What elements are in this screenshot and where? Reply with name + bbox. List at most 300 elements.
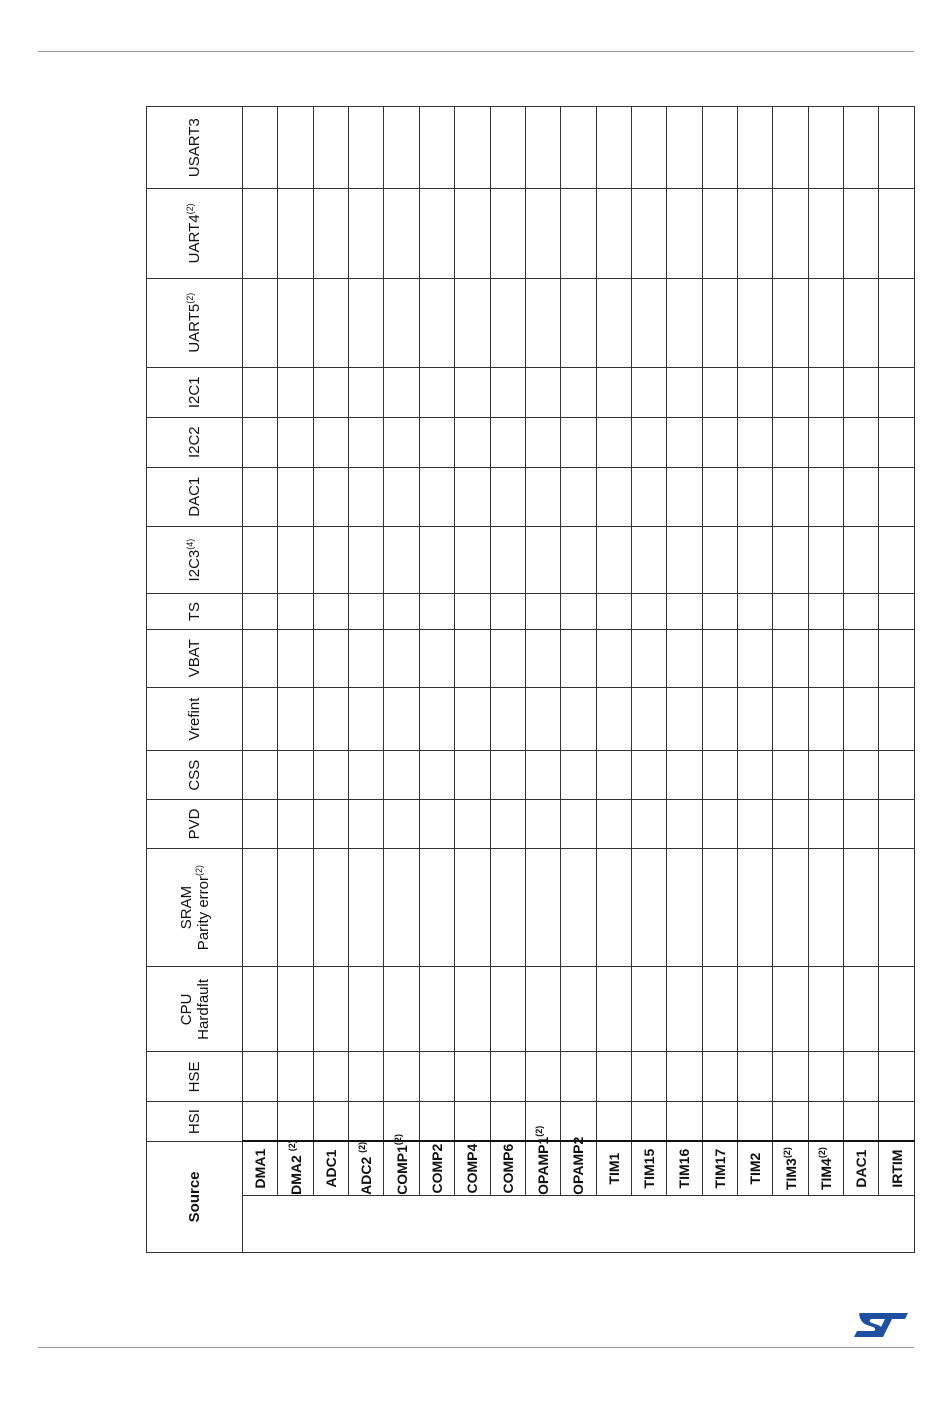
matrix-cell bbox=[738, 848, 773, 966]
matrix-cell bbox=[667, 800, 702, 849]
matrix-cell bbox=[278, 467, 313, 526]
destination-row-header bbox=[243, 1141, 278, 1195]
label-text: TS bbox=[186, 601, 203, 622]
matrix-cell bbox=[384, 800, 419, 849]
matrix-cell bbox=[879, 751, 914, 800]
matrix-cell bbox=[702, 417, 737, 467]
table-row bbox=[667, 107, 702, 1253]
matrix-cell bbox=[773, 848, 808, 966]
matrix-cell bbox=[738, 800, 773, 849]
matrix-cell bbox=[844, 417, 879, 467]
matrix-cell bbox=[879, 278, 914, 367]
matrix-cell bbox=[879, 467, 914, 526]
label-text: ADC2 bbox=[358, 1152, 375, 1195]
matrix-cell bbox=[808, 278, 843, 367]
label-text: COMP6 bbox=[499, 1143, 516, 1194]
matrix-cell bbox=[313, 417, 348, 467]
matrix-cell bbox=[525, 467, 560, 526]
matrix-cell bbox=[596, 687, 631, 750]
matrix-cell bbox=[773, 751, 808, 800]
matrix-cell bbox=[702, 594, 737, 629]
matrix-cell bbox=[667, 1102, 702, 1141]
matrix-cell bbox=[490, 417, 525, 467]
matrix-cell bbox=[844, 367, 879, 417]
matrix-cell bbox=[490, 1102, 525, 1141]
matrix-cell bbox=[738, 526, 773, 594]
label-text: HSE bbox=[186, 1061, 203, 1093]
matrix-cell bbox=[596, 1102, 631, 1141]
label-text: TIM2 bbox=[747, 1152, 764, 1185]
matrix-cell bbox=[844, 1052, 879, 1102]
matrix-cell bbox=[667, 594, 702, 629]
matrix-cell bbox=[419, 367, 454, 417]
matrix-cell bbox=[490, 800, 525, 849]
matrix-cell bbox=[738, 751, 773, 800]
matrix-cell bbox=[490, 594, 525, 629]
matrix-cell bbox=[278, 967, 313, 1052]
matrix-cell bbox=[455, 687, 490, 750]
matrix-cell bbox=[313, 751, 348, 800]
matrix-cell bbox=[808, 687, 843, 750]
source-header: Source bbox=[147, 1141, 243, 1252]
source-column-header bbox=[147, 967, 243, 1052]
matrix-cell bbox=[490, 967, 525, 1052]
matrix-cell bbox=[844, 278, 879, 367]
matrix-cell bbox=[773, 526, 808, 594]
matrix-cell bbox=[738, 629, 773, 687]
source-column-header bbox=[147, 189, 243, 278]
table-row bbox=[490, 107, 525, 1253]
matrix-cell bbox=[349, 800, 384, 849]
matrix-cell bbox=[384, 594, 419, 629]
source-column-header bbox=[147, 800, 243, 849]
matrix-cell bbox=[525, 189, 560, 278]
matrix-cell bbox=[844, 967, 879, 1052]
matrix-cell bbox=[455, 751, 490, 800]
matrix-cell bbox=[455, 967, 490, 1052]
matrix-cell bbox=[773, 189, 808, 278]
matrix-cell bbox=[561, 417, 596, 467]
matrix-cell bbox=[702, 751, 737, 800]
matrix-cell bbox=[596, 367, 631, 417]
matrix-cell bbox=[525, 417, 560, 467]
matrix-cell bbox=[419, 687, 454, 750]
matrix-cell bbox=[561, 967, 596, 1052]
matrix-cell bbox=[667, 417, 702, 467]
matrix-cell bbox=[278, 594, 313, 629]
label-text: DAC1 bbox=[186, 476, 203, 517]
matrix-cell bbox=[455, 189, 490, 278]
matrix-cell bbox=[349, 594, 384, 629]
matrix-cell bbox=[561, 848, 596, 966]
matrix-cell bbox=[667, 1052, 702, 1102]
table-row bbox=[631, 107, 666, 1253]
matrix-cell bbox=[631, 800, 666, 849]
matrix-cell bbox=[455, 417, 490, 467]
source-column-header bbox=[147, 629, 243, 687]
matrix-cell bbox=[278, 1052, 313, 1102]
interconnect-table bbox=[146, 106, 915, 1253]
matrix-cell bbox=[313, 107, 348, 189]
matrix-cell bbox=[561, 1052, 596, 1102]
matrix-cell bbox=[490, 367, 525, 417]
matrix-cell bbox=[773, 800, 808, 849]
matrix-cell bbox=[808, 467, 843, 526]
table-row bbox=[419, 107, 454, 1253]
matrix-cell bbox=[278, 1102, 313, 1141]
label-text: I2C1 bbox=[186, 376, 203, 409]
matrix-cell bbox=[844, 751, 879, 800]
label-text: VBAT bbox=[186, 639, 203, 678]
destination-row-header bbox=[384, 1134, 419, 1195]
matrix-cell bbox=[773, 367, 808, 417]
matrix-cell bbox=[702, 848, 737, 966]
matrix-cell bbox=[419, 967, 454, 1052]
matrix-cell bbox=[349, 751, 384, 800]
label-text: I2C3 bbox=[186, 549, 203, 582]
matrix-cell bbox=[738, 1102, 773, 1141]
matrix-cell bbox=[596, 800, 631, 849]
matrix-cell bbox=[773, 467, 808, 526]
matrix-cell bbox=[667, 526, 702, 594]
matrix-cell bbox=[631, 189, 666, 278]
matrix-cell bbox=[490, 526, 525, 594]
matrix-cell bbox=[349, 687, 384, 750]
matrix-cell bbox=[313, 687, 348, 750]
matrix-cell bbox=[773, 629, 808, 687]
matrix-cell bbox=[278, 417, 313, 467]
matrix-cell bbox=[561, 278, 596, 367]
source-column-header bbox=[147, 687, 243, 750]
matrix-cell bbox=[702, 800, 737, 849]
table-row bbox=[738, 107, 773, 1253]
table-row bbox=[561, 107, 596, 1253]
matrix-cell bbox=[419, 467, 454, 526]
label-text-line2: Parity error bbox=[194, 876, 212, 951]
label-text: CSS bbox=[186, 759, 203, 791]
matrix-cell bbox=[561, 107, 596, 189]
matrix-cell bbox=[384, 467, 419, 526]
matrix-cell bbox=[808, 848, 843, 966]
matrix-cell bbox=[525, 107, 560, 189]
matrix-cell bbox=[419, 751, 454, 800]
matrix-cell bbox=[455, 848, 490, 966]
label-text: COMP4 bbox=[464, 1143, 481, 1194]
matrix-cell bbox=[384, 629, 419, 687]
matrix-cell bbox=[419, 800, 454, 849]
matrix-cell bbox=[243, 751, 278, 800]
matrix-cell bbox=[419, 417, 454, 467]
matrix-cell bbox=[490, 467, 525, 526]
table-row bbox=[313, 107, 348, 1253]
st-logo-icon bbox=[852, 1309, 910, 1339]
source-column-header bbox=[147, 848, 243, 966]
matrix-cell bbox=[879, 1102, 914, 1141]
matrix-cell bbox=[631, 594, 666, 629]
matrix-cell bbox=[349, 467, 384, 526]
matrix-cell bbox=[278, 751, 313, 800]
matrix-cell bbox=[313, 189, 348, 278]
matrix-cell bbox=[738, 107, 773, 189]
matrix-cell bbox=[844, 1102, 879, 1141]
matrix-cell bbox=[773, 1052, 808, 1102]
matrix-cell bbox=[313, 967, 348, 1052]
label-text: HSI bbox=[186, 1109, 203, 1135]
interconnect-matrix bbox=[146, 106, 914, 1253]
matrix-cell bbox=[384, 848, 419, 966]
matrix-cell bbox=[596, 467, 631, 526]
matrix-cell bbox=[596, 189, 631, 278]
label-text: OPAMP2 bbox=[570, 1136, 587, 1195]
header-rule bbox=[38, 51, 914, 52]
matrix-cell bbox=[278, 629, 313, 687]
matrix-cell bbox=[738, 1052, 773, 1102]
table-row bbox=[243, 107, 278, 1253]
destination-row-header bbox=[702, 1141, 737, 1195]
matrix-cell bbox=[596, 526, 631, 594]
matrix-cell bbox=[631, 751, 666, 800]
footnote-ref: (2) bbox=[286, 1140, 297, 1152]
matrix-cell bbox=[808, 367, 843, 417]
matrix-cell bbox=[561, 629, 596, 687]
matrix-cell bbox=[667, 848, 702, 966]
matrix-cell bbox=[313, 1102, 348, 1141]
table-row bbox=[525, 107, 560, 1253]
matrix-cell bbox=[702, 278, 737, 367]
footnote-ref: (2) bbox=[816, 1147, 827, 1159]
label-text: SRAM bbox=[177, 885, 195, 930]
label-text: CPU bbox=[177, 993, 195, 1026]
destination-row-header bbox=[525, 1125, 560, 1195]
matrix-cell bbox=[702, 467, 737, 526]
label-text: DAC1 bbox=[853, 1149, 870, 1188]
matrix-cell bbox=[349, 526, 384, 594]
table-row bbox=[384, 107, 419, 1253]
footnote-ref: (2) bbox=[357, 1141, 368, 1153]
matrix-cell bbox=[525, 800, 560, 849]
matrix-cell bbox=[349, 1102, 384, 1141]
matrix-cell bbox=[384, 107, 419, 189]
matrix-cell bbox=[808, 800, 843, 849]
matrix-cell bbox=[525, 751, 560, 800]
matrix-cell bbox=[243, 687, 278, 750]
matrix-cell bbox=[525, 594, 560, 629]
matrix-cell bbox=[808, 594, 843, 629]
label-text: OPAMP1 bbox=[535, 1136, 552, 1195]
matrix-cell bbox=[384, 687, 419, 750]
matrix-cell bbox=[596, 967, 631, 1052]
matrix-cell bbox=[561, 526, 596, 594]
matrix-cell bbox=[773, 687, 808, 750]
matrix-cell bbox=[773, 967, 808, 1052]
matrix-cell bbox=[349, 189, 384, 278]
matrix-cell bbox=[490, 189, 525, 278]
matrix-cell bbox=[243, 526, 278, 594]
matrix-cell bbox=[313, 594, 348, 629]
matrix-cell bbox=[631, 967, 666, 1052]
destination-row-header bbox=[349, 1141, 384, 1195]
matrix-cell bbox=[313, 526, 348, 594]
matrix-cell bbox=[455, 107, 490, 189]
matrix-cell bbox=[808, 417, 843, 467]
table-row bbox=[596, 107, 631, 1253]
matrix-cell bbox=[631, 687, 666, 750]
matrix-cell bbox=[879, 107, 914, 189]
matrix-cell bbox=[384, 417, 419, 467]
matrix-cell bbox=[808, 1102, 843, 1141]
matrix-cell bbox=[738, 594, 773, 629]
source-column-header bbox=[147, 107, 243, 189]
matrix-cell bbox=[278, 526, 313, 594]
matrix-cell bbox=[738, 417, 773, 467]
matrix-cell bbox=[631, 417, 666, 467]
label-text: TIM17 bbox=[711, 1148, 728, 1189]
matrix-cell bbox=[243, 848, 278, 966]
matrix-cell bbox=[631, 467, 666, 526]
label-text: TIM15 bbox=[641, 1148, 658, 1189]
label-text: COMP1 bbox=[393, 1145, 410, 1195]
matrix-cell bbox=[667, 278, 702, 367]
matrix-cell bbox=[455, 1102, 490, 1141]
matrix-cell bbox=[702, 1102, 737, 1141]
table-row bbox=[278, 107, 313, 1253]
footnote-ref: (2) bbox=[392, 1134, 403, 1146]
label-text: DMA1 bbox=[252, 1148, 269, 1189]
matrix-cell bbox=[278, 687, 313, 750]
label-text-line2: Hardfault bbox=[194, 978, 212, 1040]
matrix-cell bbox=[808, 1052, 843, 1102]
matrix-cell bbox=[384, 189, 419, 278]
matrix-cell bbox=[738, 687, 773, 750]
destination-row-header bbox=[667, 1141, 702, 1195]
source-column-header bbox=[147, 278, 243, 367]
matrix-cell bbox=[773, 107, 808, 189]
matrix-cell bbox=[773, 278, 808, 367]
matrix-cell bbox=[631, 367, 666, 417]
matrix-cell bbox=[384, 367, 419, 417]
matrix-cell bbox=[844, 594, 879, 629]
matrix-cell bbox=[313, 278, 348, 367]
matrix-cell bbox=[879, 848, 914, 966]
matrix-cell bbox=[243, 107, 278, 189]
footnote-ref: (2) bbox=[781, 1147, 792, 1159]
matrix-cell bbox=[243, 967, 278, 1052]
label-text: UART4 bbox=[186, 214, 203, 264]
matrix-cell bbox=[844, 629, 879, 687]
matrix-cell bbox=[702, 1052, 737, 1102]
matrix-cell bbox=[490, 1052, 525, 1102]
table-row bbox=[879, 107, 914, 1253]
matrix-cell bbox=[808, 967, 843, 1052]
matrix-cell bbox=[631, 526, 666, 594]
matrix-cell bbox=[667, 367, 702, 417]
destination-row-header bbox=[844, 1141, 879, 1195]
matrix-cell bbox=[455, 594, 490, 629]
label-text: IRTIM bbox=[888, 1149, 905, 1188]
matrix-cell bbox=[490, 848, 525, 966]
matrix-cell bbox=[455, 278, 490, 367]
matrix-cell bbox=[561, 189, 596, 278]
destination-row-header bbox=[561, 1136, 596, 1195]
matrix-cell bbox=[596, 848, 631, 966]
matrix-cell bbox=[525, 367, 560, 417]
matrix-cell bbox=[879, 367, 914, 417]
matrix-cell bbox=[561, 594, 596, 629]
matrix-cell bbox=[384, 1052, 419, 1102]
matrix-cell bbox=[490, 687, 525, 750]
matrix-cell bbox=[773, 417, 808, 467]
label-text: USART3 bbox=[186, 118, 203, 178]
matrix-cell bbox=[525, 848, 560, 966]
matrix-cell bbox=[419, 526, 454, 594]
matrix-cell bbox=[561, 467, 596, 526]
table-row bbox=[349, 107, 384, 1253]
matrix-cell bbox=[490, 107, 525, 189]
matrix-cell bbox=[844, 467, 879, 526]
matrix-cell bbox=[702, 629, 737, 687]
matrix-cell bbox=[243, 1102, 278, 1141]
table-row bbox=[844, 107, 879, 1253]
source-column-header bbox=[147, 1102, 243, 1141]
matrix-cell bbox=[419, 278, 454, 367]
matrix-cell bbox=[419, 848, 454, 966]
footer-rule bbox=[38, 1347, 914, 1348]
footnote-ref: (2) bbox=[185, 203, 195, 215]
matrix-cell bbox=[808, 526, 843, 594]
matrix-cell bbox=[525, 1052, 560, 1102]
matrix-cell bbox=[243, 189, 278, 278]
footnote-ref: (2) bbox=[185, 292, 195, 304]
label-text: COMP2 bbox=[428, 1143, 445, 1194]
source-column-header bbox=[147, 594, 243, 629]
matrix-cell bbox=[490, 751, 525, 800]
matrix-cell bbox=[596, 751, 631, 800]
matrix-cell bbox=[561, 800, 596, 849]
matrix-cell bbox=[243, 629, 278, 687]
matrix-cell bbox=[525, 526, 560, 594]
destination-row-header bbox=[419, 1141, 454, 1195]
footnote-ref: (2) bbox=[193, 865, 204, 876]
matrix-cell bbox=[844, 800, 879, 849]
matrix-cell bbox=[419, 107, 454, 189]
matrix-cell bbox=[278, 367, 313, 417]
destination-row-header bbox=[879, 1141, 914, 1195]
matrix-cell bbox=[349, 967, 384, 1052]
matrix-cell bbox=[349, 417, 384, 467]
matrix-cell bbox=[278, 107, 313, 189]
label-text: PVD bbox=[186, 808, 203, 840]
matrix-cell bbox=[702, 967, 737, 1052]
matrix-cell bbox=[419, 629, 454, 687]
matrix-cell bbox=[384, 967, 419, 1052]
matrix-cell bbox=[455, 629, 490, 687]
matrix-cell bbox=[561, 751, 596, 800]
matrix-cell bbox=[631, 629, 666, 687]
matrix-cell bbox=[879, 417, 914, 467]
matrix-cell bbox=[879, 1052, 914, 1102]
matrix-cell bbox=[808, 629, 843, 687]
matrix-cell bbox=[278, 848, 313, 966]
matrix-cell bbox=[243, 278, 278, 367]
matrix-cell bbox=[631, 1052, 666, 1102]
matrix-cell bbox=[667, 629, 702, 687]
destination-row-header bbox=[313, 1141, 348, 1195]
matrix-cell bbox=[455, 800, 490, 849]
matrix-cell bbox=[349, 107, 384, 189]
matrix-cell bbox=[702, 107, 737, 189]
matrix-cell bbox=[278, 278, 313, 367]
matrix-cell bbox=[702, 367, 737, 417]
